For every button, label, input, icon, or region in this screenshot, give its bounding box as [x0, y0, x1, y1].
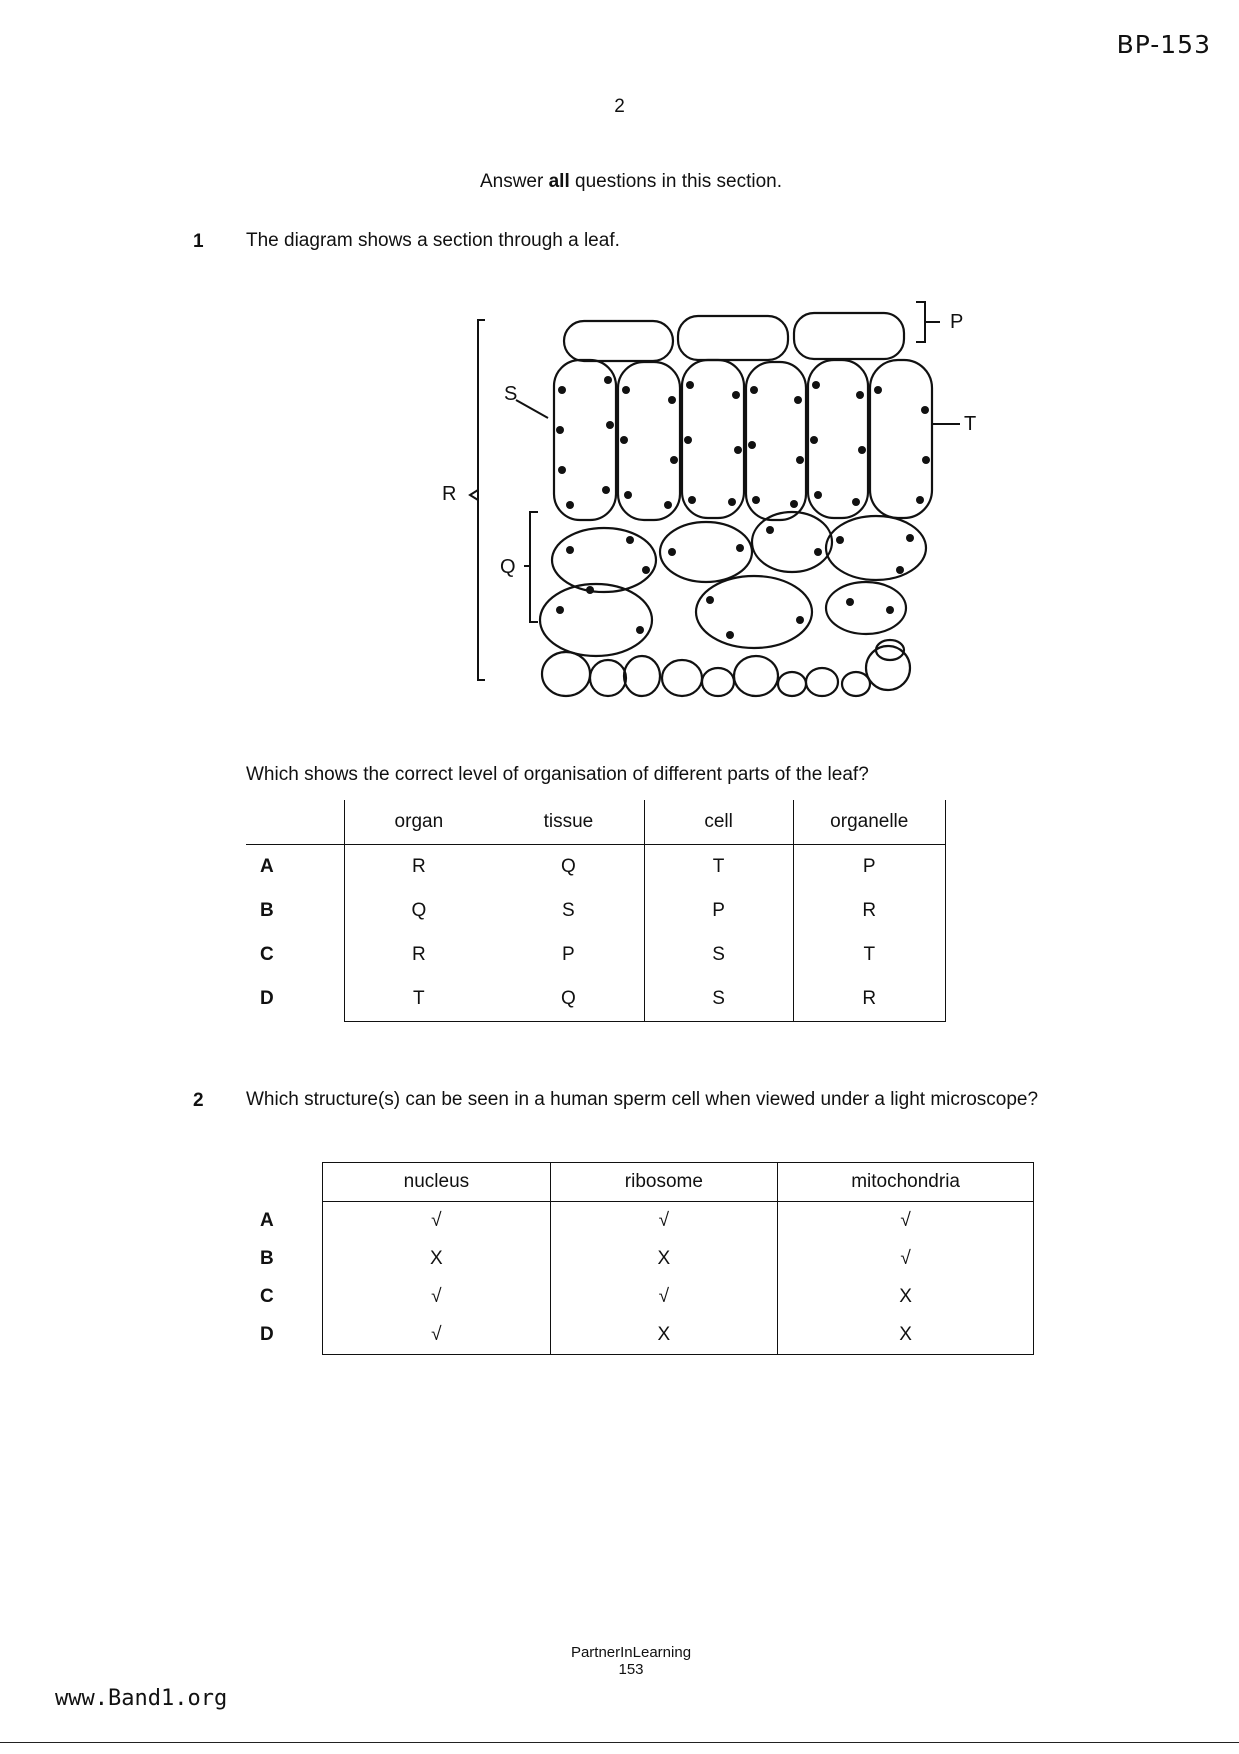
label-P: P: [950, 311, 964, 333]
question-1-number: 1: [193, 231, 204, 252]
paper-code: BP-153: [1116, 30, 1211, 59]
lower-cell: [590, 660, 626, 696]
row-label[interactable]: A: [260, 1209, 274, 1231]
spongy-cell: [696, 576, 812, 648]
table-row: [246, 933, 946, 977]
row-label[interactable]: B: [260, 900, 274, 921]
page-number: 2: [614, 96, 625, 117]
header-cell: cell: [644, 800, 793, 845]
cell-ribosome: √: [550, 1278, 778, 1316]
cell-tissue: P: [562, 944, 575, 965]
table-row: [246, 1278, 1034, 1316]
instruction-after: questions in this section.: [569, 171, 783, 192]
cell-organ: Q: [344, 889, 493, 933]
question-1-prompt: Which shows the correct level of organisation of different parts of the leaf?: [246, 764, 869, 785]
header-organelle: organelle: [793, 800, 945, 845]
cell-tissue: S: [562, 900, 575, 921]
lower-cell: [778, 672, 806, 696]
cell-nucleus: √: [323, 1316, 550, 1355]
label-Q: Q: [500, 556, 516, 578]
row-label[interactable]: C: [260, 944, 274, 965]
row-label[interactable]: A: [260, 856, 274, 877]
header-organ: organ: [344, 800, 493, 845]
sperm-structure-table: [246, 1162, 1034, 1355]
lower-cell: [662, 660, 702, 696]
leaf-section-diagram: [420, 290, 980, 700]
website-link[interactable]: www.Band1.org: [55, 1686, 228, 1711]
cell-nucleus: √: [323, 1202, 550, 1241]
table-row: [246, 845, 946, 890]
lower-cell: [702, 668, 734, 696]
cell-nucleus: √: [323, 1278, 550, 1316]
cell-organ: T: [344, 977, 493, 1022]
table-row: [246, 977, 946, 1022]
cell-organ: R: [344, 845, 493, 890]
cell-nucleus: X: [323, 1240, 550, 1278]
cell-cell: S: [644, 977, 793, 1022]
table-header-blank: [246, 1163, 323, 1202]
cell-organelle: R: [793, 977, 945, 1022]
label-S: S: [504, 383, 518, 405]
bracket-Q: [530, 512, 538, 622]
table-header-blank: [246, 800, 344, 845]
header-ribosome: ribosome: [550, 1163, 778, 1202]
organisation-table: [246, 800, 946, 1022]
bracket-R: [478, 320, 485, 680]
cell-organelle: P: [793, 845, 945, 890]
question-2-text: Which structure(s) can be seen in a human sperm cell when viewed under a light microscope?: [246, 1089, 1039, 1110]
palisade-cell: [870, 360, 932, 518]
row-label[interactable]: C: [260, 1286, 274, 1307]
header-mitochondria: mitochondria: [778, 1163, 1034, 1202]
bottom-rule: [0, 1742, 1239, 1743]
cell-organelle: T: [793, 933, 945, 977]
lower-cell: [806, 668, 838, 696]
palisade-cell: [554, 360, 616, 520]
spongy-cell: [540, 584, 652, 656]
label-T: T: [964, 413, 977, 435]
cell-organelle: R: [793, 889, 945, 933]
footer-publisher: PartnerInLearning: [570, 1644, 692, 1661]
cell-cell: P: [644, 889, 793, 933]
question-2-number: 2: [193, 1090, 204, 1111]
question-1-text: The diagram shows a section through a leaf.: [246, 230, 620, 251]
section-instruction: [0, 171, 1239, 193]
lower-cell: [542, 652, 590, 696]
table-row: [246, 1316, 1034, 1355]
lower-cell: [734, 656, 778, 696]
header-tissue: tissue: [493, 800, 644, 845]
cell-mitochondria: X: [778, 1316, 1034, 1355]
lower-cell: [624, 656, 660, 696]
cell-mitochondria: √: [778, 1240, 1034, 1278]
cell-tissue: Q: [493, 977, 644, 1022]
leader-S: [516, 400, 548, 418]
lower-cell: [842, 672, 870, 696]
instruction-bold: all: [548, 171, 570, 192]
label-R: R: [442, 483, 457, 505]
epidermis-cell: [794, 313, 904, 359]
spongy-cell: [552, 528, 656, 592]
row-label[interactable]: D: [260, 988, 274, 1010]
page-footer: [0, 1644, 1239, 1678]
cell-organ: R: [344, 933, 493, 977]
epidermis-cell: [678, 316, 788, 360]
cell-cell: S: [644, 933, 793, 977]
cell-mitochondria: X: [778, 1278, 1034, 1316]
table-row: [246, 1202, 1034, 1241]
spongy-cell: [826, 582, 906, 634]
cell-ribosome: X: [550, 1316, 778, 1355]
spongy-cell: [826, 516, 926, 580]
instruction-before: Answer: [479, 171, 549, 192]
cell-tissue: Q: [560, 856, 576, 877]
table-row: [246, 889, 946, 933]
bracket-P: [916, 302, 925, 342]
footer-page-number: 153: [618, 1661, 644, 1678]
cell-cell: T: [644, 845, 793, 890]
row-label[interactable]: D: [260, 1324, 274, 1346]
header-nucleus: nucleus: [323, 1163, 550, 1202]
table-row: [246, 1240, 1034, 1278]
row-label[interactable]: B: [260, 1248, 274, 1269]
epidermis-cell: [564, 321, 673, 361]
cell-mitochondria: √: [778, 1202, 1034, 1241]
cell-ribosome: √: [550, 1202, 778, 1241]
spongy-cell: [752, 512, 832, 572]
cell-ribosome: X: [550, 1240, 778, 1278]
